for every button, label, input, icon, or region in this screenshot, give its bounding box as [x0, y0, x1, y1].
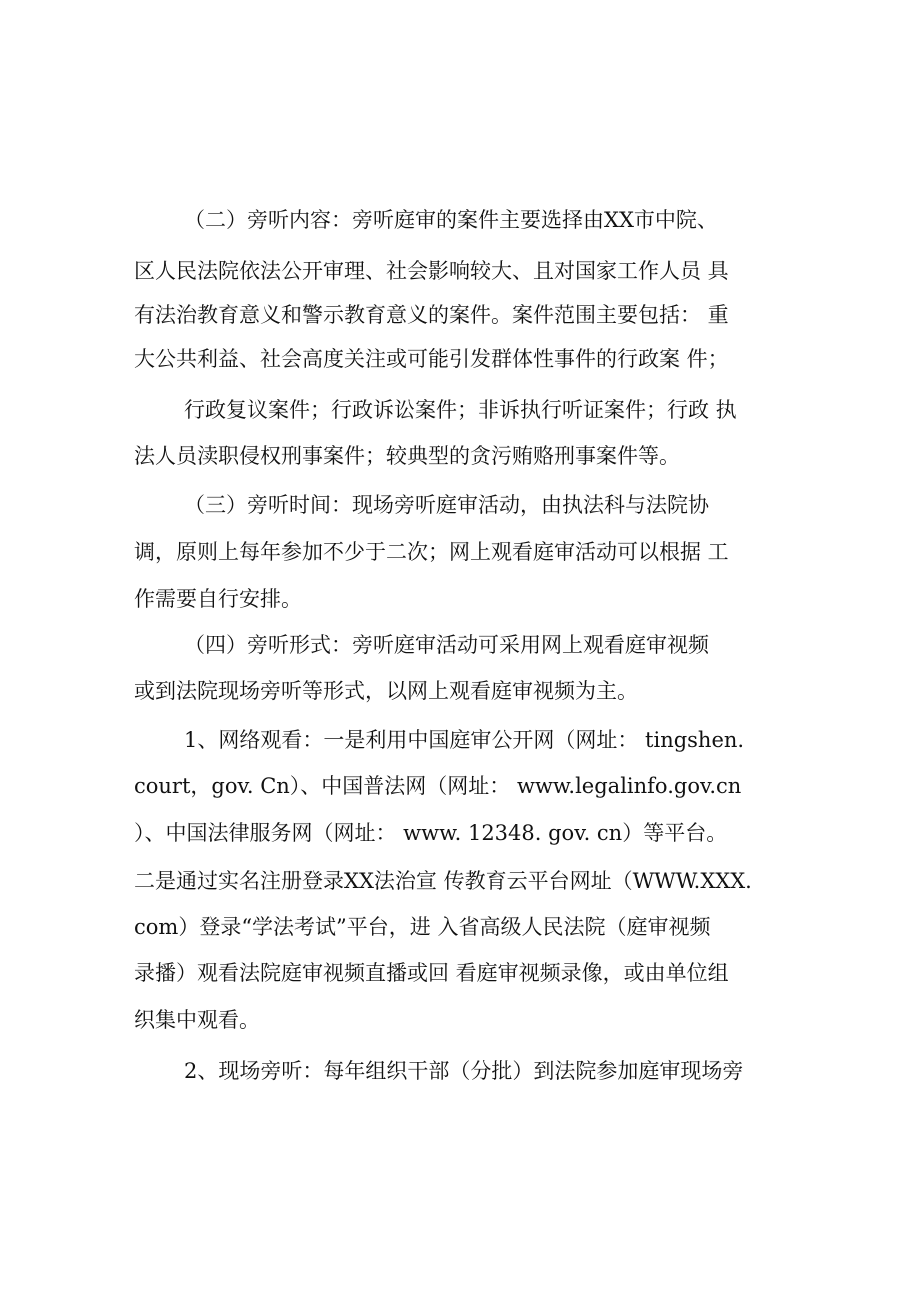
paragraph-line: 法人员渎职侵权刑事案件；较典型的贪污贿赂刑事案件等。	[134, 444, 680, 468]
paragraph-line: court，gov. Cn）、中国普法网（网址： www.legalinfo.gov.cn	[134, 774, 742, 798]
paragraph-line: 行政复议案件；行政诉讼案件；非诉执行听证案件；行政 执	[184, 398, 737, 422]
paragraph-line: com）登录“学法考试”平台，进 入省高级人民法院（庭审视频	[134, 915, 711, 939]
paragraph-line: （四）旁听形式：旁听庭审活动可采用网上观看庭审视频	[184, 633, 709, 657]
paragraph-line: （二）旁听内容：旁听庭审的案件主要选择由XX市中院、	[184, 208, 718, 232]
paragraph-line: 大公共利益、社会高度关注或可能引发群体性事件的行政案 件；	[134, 347, 729, 371]
paragraph-line: 1、网络观看：一是利用中国庭审公开网（网址： tingshen.	[184, 728, 745, 752]
paragraph-line: 区人民法院依法公开审理、社会影响较大、且对国家工作人员 具	[134, 259, 729, 283]
paragraph-line: 2、现场旁听：每年组织干部（分批）到法院参加庭审现场旁	[184, 1059, 744, 1083]
paragraph-line: ）、中国法律服务网（网址： www. 12348. gov. cn）等平台。	[134, 821, 728, 845]
paragraph-line: 或到法院现场旁听等形式，以网上观看庭审视频为主。	[134, 679, 638, 703]
paragraph-line: 作需要自行安排。	[134, 587, 302, 611]
paragraph-line: 调，原则上每年参加不少于二次；网上观看庭审活动可以根据 工	[134, 540, 729, 564]
paragraph-line: （三）旁听时间：现场旁听庭审活动，由执法科与法院协	[184, 493, 709, 517]
paragraph-line: 织集中观看。	[134, 1008, 260, 1032]
paragraph-line: 录播）观看法院庭审视频直播或回 看庭审视频录像，或由单位组	[134, 961, 729, 985]
paragraph-line: 有法治教育意义和警示教育意义的案件。案件范围主要包括： 重	[134, 303, 729, 327]
paragraph-line: 二是通过实名注册登录XX法治宣 传教育云平台网址（WWW.XXX.	[134, 869, 752, 893]
